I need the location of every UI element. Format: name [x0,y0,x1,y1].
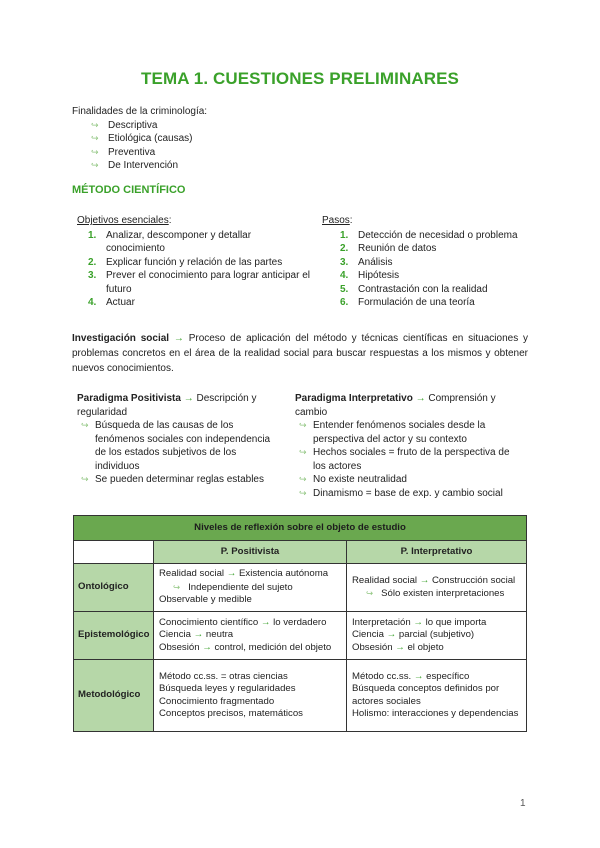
paradigma-positivista-name: Paradigma Positivista [77,393,181,404]
pasos-section: Pasos: 1. Detección de necesidad o problema 2. Reunión de datos 3. Análisis 4. Hipótesis 5. Contrastación con la realidad 6. Formulación de una teoría [322,214,537,310]
arrow-bullet-icon: ↪ [299,474,307,484]
list-item: 3. Prever el conocimiento para lograr anticipar el futuro [88,270,310,295]
table-header-positivista: P. Positivista [154,541,347,564]
list-item: ↪ Hechos sociales = fruto de la perspectiva de los actores [299,447,510,472]
investigacion-definition: Proceso de aplicación del método y técnicas científicas en situaciones y problemas concretos en el área de la realidad social para buscar respuestas a los mismos y obtener nuevos conocimientos. [72,333,529,374]
investigacion-social-paragraph [72,331,528,376]
cell-epistemologico-interpretativo: Interpretación → lo que importa Ciencia → parcial (subjetivo) Obsesión → el objeto [347,612,527,660]
list-item: 3. Análisis [340,256,393,268]
paradigma-positivista-list [77,419,282,487]
table-row [74,564,527,612]
list-item: 1. Analizar, descomponer y detallar conocimiento [88,229,252,254]
objetivos-section: Objetivos esenciales: 1. Analizar, descomponer y detallar conocimiento 2. Explicar función y relación de las partes 3. Prever el conocimiento para lograr anticipar el futuro 4. Actuar [77,215,310,308]
table-title: Niveles de reflexión sobre el objeto de estudio [74,516,527,541]
niveles-reflexion-table [73,515,527,732]
list-item: 2. Explicar función y relación de las partes [88,256,283,268]
table-header-blank [74,541,154,564]
table-header-row [74,541,527,564]
arrow-bullet-icon: ↪ [91,146,99,157]
objetivos-label: Objetivos esenciales [77,215,169,226]
list-item: ↪ Entender fenómenos sociales desde la perspectiva del actor y su contexto [299,420,486,445]
investigacion-term: Investigación social [72,333,170,344]
table-title-row [74,516,527,541]
list-item: ↪ Preventiva [91,146,156,158]
list-item: 4. Hipótesis [340,270,400,281]
list-item: ↪ De Intervención [91,160,179,171]
arrow-bullet-icon: ↪ [81,420,89,430]
section-heading-metodo: MÉTODO CIENTÍFICO [72,184,186,196]
list-item: ↪ Búsqueda de las causas de los fenómenos sociales con independencia de los estados subjetivos de los individuos [81,420,271,472]
right-arrow-icon: → [183,393,194,404]
list-item: ↪ Se pueden determinar reglas estables [81,474,264,485]
cell-ontologico-positivista: Realidad social → Existencia autónoma ↪ Independiente del sujeto Observable y medible [154,564,347,612]
finalidades-list [72,119,532,173]
list-item: 1. Detección de necesidad o problema [340,229,518,241]
arrow-bullet-icon: ↪ [173,581,181,592]
list-item: 5. Contrastación con la realidad [340,283,488,295]
cell-epistemologico-positivista: Conocimiento científico → lo verdadero Ciencia → neutra Obsesión → control, medición del objeto [154,612,347,660]
list-item: ↪ Descriptiva [91,119,158,131]
paradigma-interpretativo [295,392,525,500]
page-number: 1 [520,798,526,809]
right-arrow-icon: → [415,393,426,404]
table-header-interpretativo: P. Interpretativo [347,541,527,564]
arrow-bullet-icon: ↪ [299,487,307,498]
paradigma-interpretativo-summary: Comprensión y cambio [295,393,496,418]
list-item: ↪ Dinamismo = base de exp. y cambio social [299,487,503,499]
list-item: 4. Actuar [88,297,135,308]
cell-metodologico-interpretativo: Método cc.ss. → específico Búsqueda conceptos definidos por actores sociales Holismo: interacciones y dependencias [347,660,527,732]
pasos-list [322,229,537,310]
list-item: 2. Reunión de datos [340,243,437,254]
list-item: ↪ No existe neutralidad [299,474,407,485]
page-title: TEMA 1. CUESTIONES PRELIMINARES [141,69,459,88]
arrow-bullet-icon: ↪ [91,160,99,170]
finalidades-label: Finalidades de la criminología: [72,106,208,117]
paradigma-positivista-summary: Descripción y regularidad [77,393,257,418]
list-item: 6. Formulación de una teoría [340,297,475,308]
paradigma-interpretativo-name: Paradigma Interpretativo [295,393,413,404]
row-label-metodologico: Metodológico [74,660,154,732]
row-label-epistemologico: Epistemológico [74,612,154,660]
paradigma-interpretativo-list [295,419,525,500]
arrow-bullet-icon: ↪ [91,133,99,143]
table-row [74,612,527,660]
cell-metodologico-positivista: Método cc.ss. = otras ciencias Búsqueda leyes y regularidades Conocimiento fragmentado Conceptos precisos, matemáticos [154,660,347,732]
cell-ontologico-interpretativo: Realidad social → Construcción social ↪ Sólo existen interpretaciones [347,564,527,612]
arrow-bullet-icon: ↪ [91,119,99,130]
arrow-bullet-icon: ↪ [81,474,89,484]
list-item: ↪ Etiológica (causas) [91,133,193,144]
arrow-bullet-icon: ↪ [366,588,374,598]
objetivos-list [77,229,312,310]
right-arrow-icon: → [173,333,184,344]
arrow-bullet-icon: ↪ [299,420,307,430]
finalidades-section [72,105,532,173]
paradigma-positivista [77,392,282,487]
table-row [74,660,527,732]
arrow-bullet-icon: ↪ [299,447,307,457]
row-label-ontologico: Ontológico [74,564,154,612]
pasos-label: Pasos [322,215,350,226]
